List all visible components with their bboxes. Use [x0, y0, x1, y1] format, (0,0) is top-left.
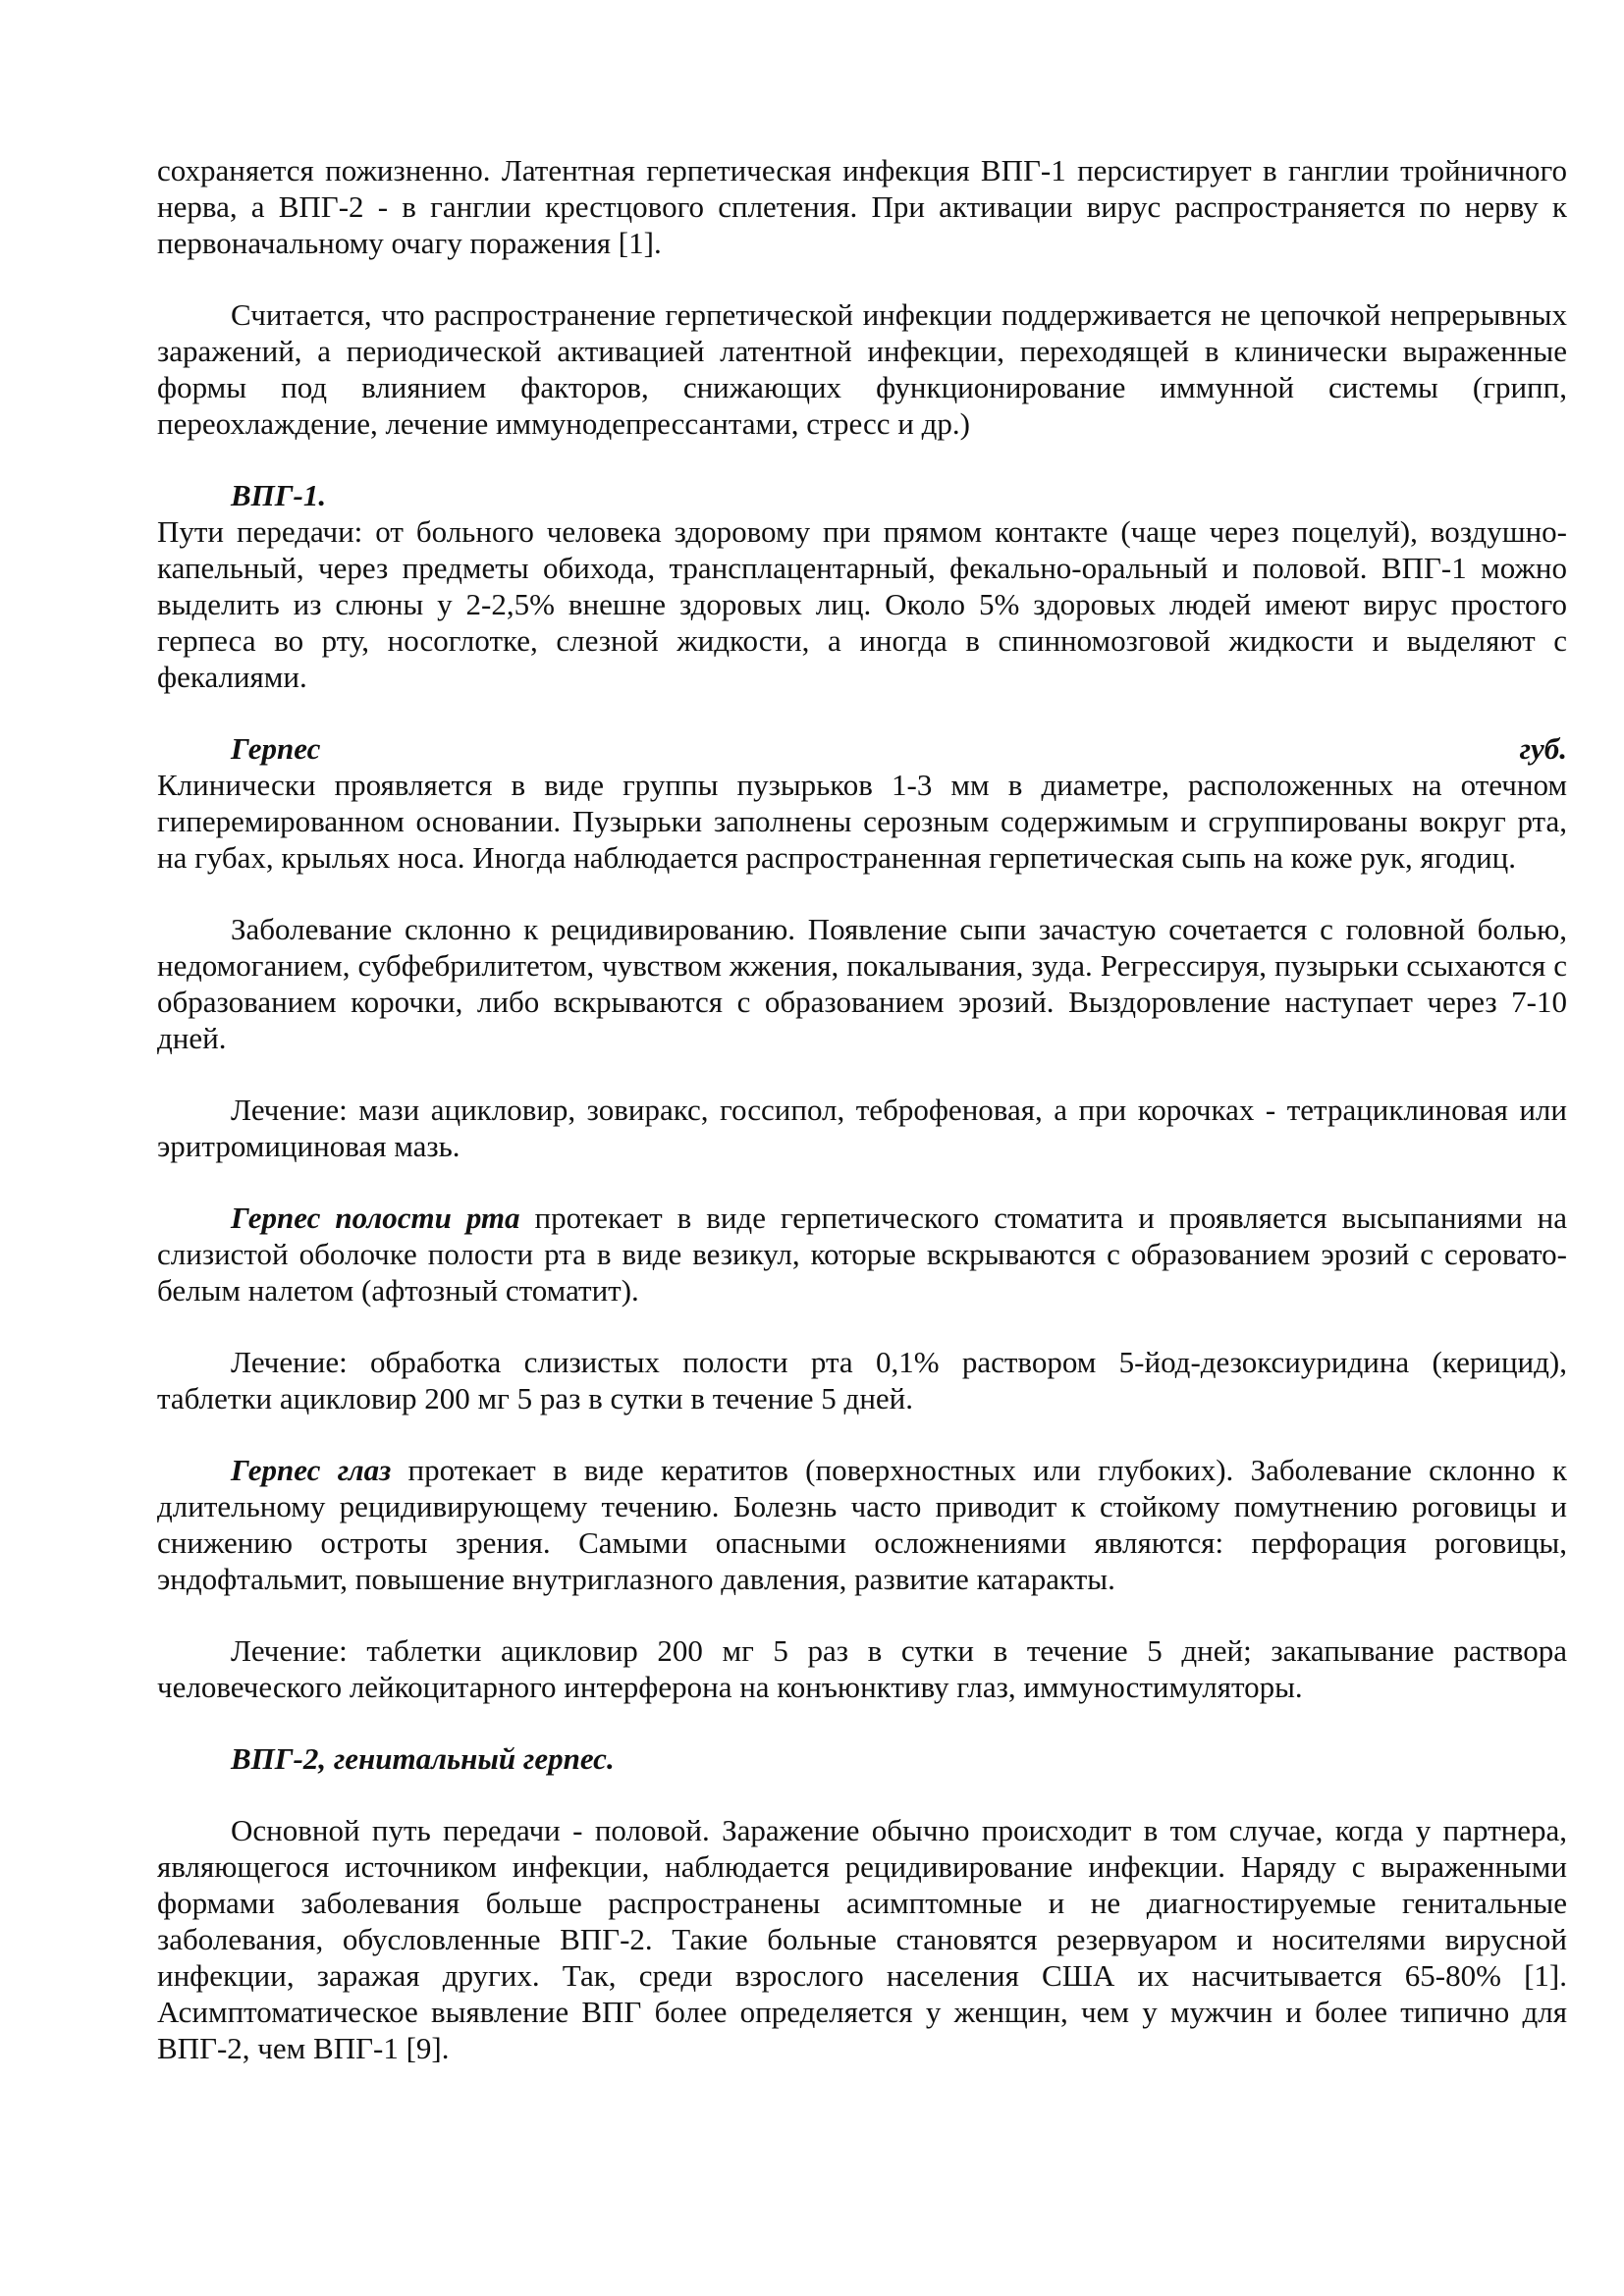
paragraph-recurrence: Заболевание склонно к рецидивированию. Появление сыпи зачастую сочетается с головной болью, недомоганием, субфебрилитетом, чувством жжения, покалывания, зуда. Регрессируя, пузырьки ссыхаются с образованием корочки, либо вскрываются с образованием эрозий. Выздоровление наступает через 7-10 дней. — [157, 912, 1567, 1055]
paragraph-eye-herpes — [157, 1452, 1567, 1597]
paragraph-herpes-lips-clinic: Клинически проявляется в виде группы пузырьков 1-3 мм в диаметре, расположенных на отечном гиперемированном основании. Пузырьки заполнены серозным содержимым и сгруппированы вокруг рта, на губах, крыльях носа. Иногда наблюдается распространенная герпетическая сыпь на коже рук, ягодиц. — [157, 768, 1567, 875]
paragraph-eye-herpes-text: протекает в виде кератитов (поверхностных или глубоких). Заболевание склонно к длительному рецидивирующему течению. Болезнь часто приводит к стойкому помутнению роговицы и снижению остроты зрения. Самыми опасными осложнениями являются: перфорация роговицы, эндофтальмит, повышение внутриглазного давления, развитие катаракты. — [157, 1453, 1567, 1596]
paragraph-oral-herpes-text: протекает в виде герпетического стоматита и проявляется высыпаниями на слизистой оболочке полости рта в виде везикул, которые вскрываются с образованием эрозий с серовато-белым налетом (афтозный стоматит). — [157, 1201, 1567, 1308]
paragraph-oral-herpes — [157, 1200, 1567, 1308]
heading-herpes-lips-left: Герпес — [231, 731, 321, 766]
paragraph-spread: Считается, что распространение герпетической инфекции поддерживается не цепочкой непрерывных заражений, а периодической активацией латентной инфекции, переходящей в клинически выраженные формы под влиянием факторов, снижающих функционирование иммунной системы (грипп, переохлаждение, лечение иммунодепрессантами, стресс и др.) — [157, 297, 1567, 441]
paragraph-latent-infection: сохраняется пожизненно. Латентная герпетическая инфекция ВПГ-1 персистирует в ганглии тройничного нерва, а ВПГ-2 - в ганглии крестцового сплетения. При активации вирус распространяется по нерву к первоначальному очагу поражения [1]. — [157, 153, 1567, 260]
term-eye-herpes: Герпес глаз — [231, 1453, 392, 1487]
heading-herpes-lips-right: губ. — [1519, 731, 1567, 766]
paragraph-treatment-eye: Лечение: таблетки ацикловир 200 мг 5 раз в сутки в течение 5 дней; закапывание раствора человеческого лейкоцитарного интерферона на конъюнктиву глаз, иммуностимуляторы. — [157, 1633, 1567, 1704]
term-oral-herpes: Герпес полости рта — [231, 1201, 520, 1235]
document-body — [157, 152, 1567, 2102]
paragraph-treatment-ointments: Лечение: мази ацикловир, зовиракс, госсипол, теброфеновая, а при корочках - тетрациклиновая или эритромициновая мазь. — [157, 1093, 1567, 1163]
paragraph-vpg1-transmission: Пути передачи: от больного человека здоровому при прямом контакте (чаще через поцелуй), воздушно-капельный, через предметы обихода, трансплацентарный, фекально-оральный и половой. ВПГ-1 можно выделить из слюны у 2-2,5% внешне здоровых лиц. Около 5% здоровых людей имеют вирус простого герпеса во рту, носоглотке, слезной жидкости, а иногда в спинномозговой жидкости и выделяют с фекалиями. — [157, 514, 1567, 694]
heading-herpes-lips — [157, 730, 1567, 767]
heading-vpg1: ВПГ-1. — [231, 478, 327, 512]
heading-vpg2-genital: ВПГ-2, генитальный герпес. — [231, 1741, 615, 1776]
paragraph-vpg2-transmission: Основной путь передачи - половой. Заражение обычно происходит в том случае, когда у партнера, являющегося источником инфекции, наблюдается рецидивирование инфекции. Наряду с выраженными формами заболевания больше распространены асимптомные и не диагностируемые генитальные заболевания, обусловленные ВПГ-2. Такие больные становятся резервуаром и носителями вирусной инфекции, заражая других. Так, среди взрослого населения США их насчитывается 65-80% [1]. Асимптоматическое выявление ВПГ более определяется у женщин, чем у мужчин и более типично для ВПГ-2, чем ВПГ-1 [9]. — [157, 1813, 1567, 2065]
paragraph-treatment-oral: Лечение: обработка слизистых полости рта 0,1% раствором 5-йод-дезоксиуридина (керицид), таблетки ацикловир 200 мг 5 раз в сутки в течение 5 дней. — [157, 1345, 1567, 1415]
